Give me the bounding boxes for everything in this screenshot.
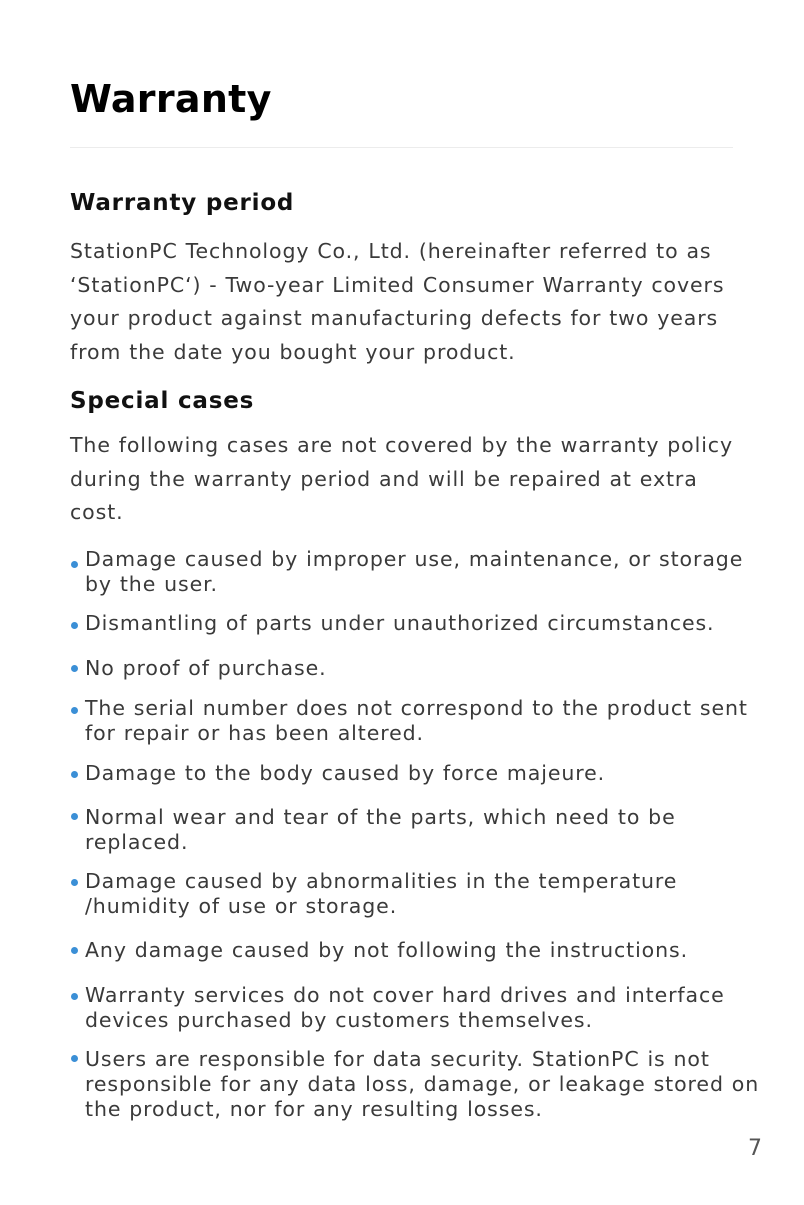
page-title: Warranty — [70, 77, 272, 121]
list-item-text: Any damage caused by not following the instructions. — [85, 938, 689, 962]
title-divider — [70, 147, 733, 148]
list-item-text: Users are responsible for data security. StationPC is not responsible for any data loss, damage, or leakage stored on the product, nor for any resulting losses. — [85, 1047, 760, 1121]
bullet-icon — [71, 879, 78, 886]
list-item-text: Dismantling of parts under unauthorized circumstances. — [85, 611, 715, 635]
list-item-text: Damage to the body caused by force majeure. — [85, 761, 606, 785]
bullet-icon — [71, 622, 78, 629]
list-item-text: Damage caused by improper use, maintenance, or storage by the user. — [85, 547, 744, 596]
list-item-text: Warranty services do not cover hard drives and interface devices purchased by customers themselves. — [85, 983, 725, 1032]
warranty-period-text: StationPC Technology Co., Ltd. (hereinafter referred to as ‘StationPC‘) - Two-year Limited Consumer Warranty covers your product against manufacturing defects for two years from the date you bought your product. — [70, 239, 725, 364]
special-cases-text: The following cases are not covered by the warranty policy during the warranty period and will be repaired at extra cost. — [70, 433, 734, 524]
bullet-icon — [71, 665, 78, 672]
page-number: 7 — [748, 1136, 762, 1161]
list-item-text: Damage caused by abnormalities in the temperature /humidity of use or storage. — [85, 869, 678, 918]
bullet-icon — [71, 993, 78, 1000]
bullet-icon — [71, 707, 78, 714]
bullet-icon — [71, 771, 78, 778]
bullet-icon — [71, 813, 78, 820]
warranty-period-heading: Warranty period — [70, 190, 295, 216]
list-item-text: The serial number does not correspond to the product sent for repair or has been altered. — [85, 696, 748, 745]
bullet-icon — [71, 561, 78, 568]
bullet-icon — [71, 947, 78, 954]
special-cases-heading: Special cases — [70, 388, 255, 414]
bullet-icon — [71, 1055, 78, 1062]
list-item-text: No proof of purchase. — [85, 656, 327, 680]
list-item-text: Normal wear and tear of the parts, which need to be replaced. — [85, 805, 676, 854]
